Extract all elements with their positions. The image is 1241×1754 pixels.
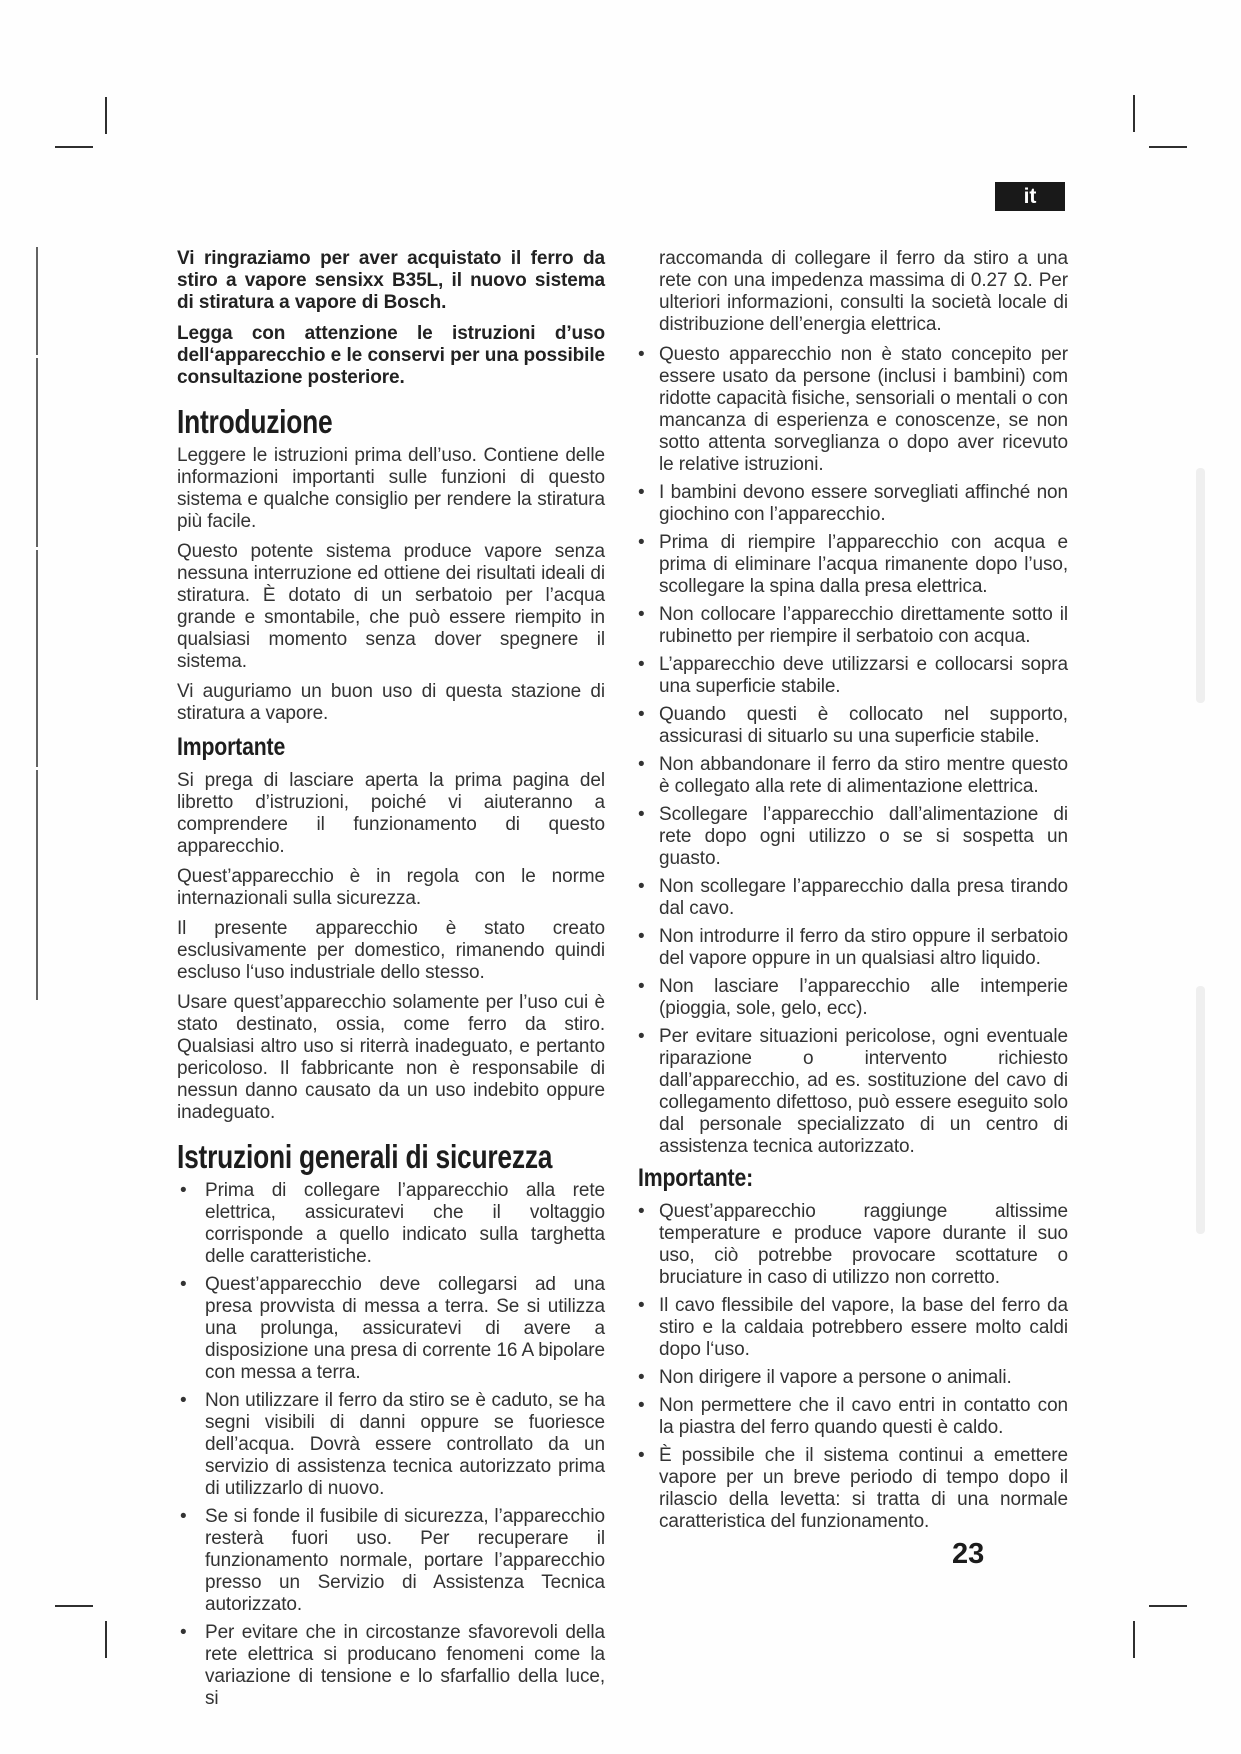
crop-mark-top-right-vertical-icon — [1133, 95, 1135, 132]
list-item: • Per evitare situazioni pericolose, ogni eventuale riparazione o intervento richiesto dall’apparecchio, ad es. sostituzione del cavo di collegamento difettoso, può essere eseguito solo dal personale specializzato di un centro di assistenza tecnica autorizzato. — [638, 1026, 1068, 1158]
scan-streak — [1196, 986, 1205, 1234]
list-item: • I bambini devono essere sorvegliati affinché non giochino con l’apparecchio. — [638, 482, 1068, 526]
list-item: • Prima di riempire l’apparecchio con acqua e prima di eliminare l’acqua rimanente dopo l’uso, scollegare la spina dalla presa elettrica. — [638, 532, 1068, 598]
list-item: • È possibile che il sistema continui a emettere vapore per un breve periodo di tempo dopo il rilascio della levetta: si tratta di una normale caratteristica del funzionamento. — [638, 1445, 1068, 1533]
crop-mark-bottom-left-vertical-icon — [105, 1621, 107, 1658]
paragraph: Questo potente sistema produce vapore senza nessuna interruzione ed ottiene dei risultati ideali di stiratura. È dotato di un serbatoio per l’acqua grande e smontabile, che può essere riempito in qualsiasi momento senza dover spegnere il sistema. — [177, 541, 605, 672]
scan-edge-line — [36, 247, 38, 1000]
list-item: • L’apparecchio deve utilizzarsi e collocarsi sopra una superficie stabile. — [638, 654, 1068, 698]
list-item: • Il cavo flessibile del vapore, la base del ferro da stiro e la caldaia potrebbero essere molto caldi dopo l‘uso. — [638, 1295, 1068, 1361]
list-item: • Non collocare l’apparecchio direttamente sotto il rubinetto per riempire il serbatoio con acqua. — [638, 604, 1068, 648]
section-heading-introduzione: Introduzione — [177, 403, 333, 440]
safety-bullet-list — [177, 1180, 605, 1710]
paragraph: Usare quest’apparecchio solamente per l’uso cui è stato destinato, ossia, come ferro da stiro. Qualsiasi altro uso si riterrà inadeguato, e pertanto pericoloso. Il fabbricante non è responsabile di nessun danno causato da un uso indebito oppure inadeguato. — [177, 992, 605, 1123]
paragraph: Quest’apparecchio è in regola con le norme internazionali sulla sicurezza. — [177, 866, 605, 909]
crop-mark-bottom-right-vertical-icon — [1133, 1621, 1135, 1658]
paragraph: Il presente apparecchio è stato creato esclusivamente per domestico, rimanendo quindi escluso l‘uso industriale dello stesso. — [177, 918, 605, 983]
list-item: • Scollegare l’apparecchio dall’alimentazione di rete dopo ogni utilizzo o se si sospetta un guasto. — [638, 804, 1068, 870]
right-column — [638, 248, 1068, 1539]
paragraph: Leggere le istruzioni prima dell’uso. Contiene delle informazioni importanti sulle funzioni di questo sistema e qualche consiglio per rendere la stiratura più facile. — [177, 445, 605, 532]
list-item: • Per evitare che in circostanze sfavorevoli della rete elettrica si producano fenomeni come la variazione di tensione e lo sfarfallio della luce, si — [177, 1622, 605, 1710]
list-item: • Non lasciare l’apparecchio alle intemperie (pioggia, sole, gelo, ecc). — [638, 976, 1068, 1020]
crop-mark-top-left-vertical-icon — [105, 97, 107, 134]
page-number: 23 — [952, 1538, 985, 1570]
list-item: • Non introdurre il ferro da stiro oppure il serbatoio del vapore oppure in un qualsiasi altro liquido. — [638, 926, 1068, 970]
crop-mark-bottom-right-horizontal-icon — [1149, 1605, 1187, 1607]
crop-mark-bottom-left-horizontal-icon — [55, 1605, 93, 1607]
crop-mark-top-left-horizontal-icon — [55, 146, 93, 148]
continuation-paragraph: raccomanda di collegare il ferro da stiro a una rete con una impedenza massima di 0.27 Ω. Per ulteriori informazioni, consulti la società locale di distribuzione dell’energia elettrica. — [659, 248, 1068, 335]
list-item: • Non scollegare l’apparecchio dalla presa tirando dal cavo. — [638, 876, 1068, 920]
language-badge: it — [995, 182, 1065, 211]
paragraph: Vi auguriamo un buon uso di questa stazione di stiratura a vapore. — [177, 681, 605, 724]
list-item: • Se si fonde il fusibile di sicurezza, l’apparecchio resterà fuori uso. Per recuperare il funzionamento normale, portare l’apparecchio presso un Servizio di Assistenza Tecnica autorizzato. — [177, 1506, 605, 1616]
safety-bullet-list — [638, 344, 1068, 1158]
list-item: • Quando questi è collocato nel supporto, assicurasi di situarlo su una superficie stabile. — [638, 704, 1068, 748]
list-item: • Quest’apparecchio deve collegarsi ad una presa provvista di messa a terra. Se si utilizza una prolunga, assicuratevi di avere a disposizione una presa di corrente 16 A bipolare con messa a terra. — [177, 1274, 605, 1384]
list-item: • Questo apparecchio non è stato concepito per essere usato da persone (inclusi i bambini) com ridotte capacità fisiche, sensoriali o mentali o con mancanza di esperienza e conoscenze, se non sotto attenta sorveglianza o dopo aver ricevuto le relative istruzioni. — [638, 344, 1068, 476]
list-item: • Non permettere che il cavo entri in contatto con la piastra del ferro quando questi è caldo. — [638, 1395, 1068, 1439]
intro-paragraph-bold: Vi ringraziamo per aver acquistato il ferro da stiro a vapore sensixx B35L, il nuovo sistema di stiratura a vapore di Bosch. — [177, 248, 605, 313]
list-item: • Quest’apparecchio raggiunge altissime temperature e produce vapore durante il suo uso, ciò potrebbe provocare scottature o bruciature in caso di utilizzo non corretto. — [638, 1201, 1068, 1289]
subheading-importante: Importante: — [638, 1164, 754, 1192]
scan-streak — [1196, 468, 1205, 703]
subheading-importante: Importante — [177, 733, 286, 761]
crop-mark-top-right-horizontal-icon — [1149, 146, 1187, 148]
list-item: • Prima di collegare l’apparecchio alla rete elettrica, assicuratevi che il voltaggio corrisponde a quello indicato sulla targhetta delle caratteristiche. — [177, 1180, 605, 1268]
paragraph: Si prega di lasciare aperta la prima pagina del libretto d’istruzioni, poiché vi aiuteranno a comprendere il funzionamento di questo apparecchio. — [177, 770, 605, 857]
intro-paragraph-bold: Legga con attenzione le istruzioni d’uso dell‘apparecchio e le conservi per una possibile consultazione posteriore. — [177, 323, 605, 388]
list-item: • Non dirigere il vapore a persone o animali. — [638, 1367, 1068, 1389]
list-item: • Non utilizzare il ferro da stiro se è caduto, se ha segni visibili di danni oppure se fuoriesce dell’acqua. Dovrà essere controllato da un servizio di assistenza tecnica autorizzato prima di utilizzarlo di nuovo. — [177, 1390, 605, 1500]
left-column — [177, 248, 605, 1716]
section-heading-sicurezza: Istruzioni generali di sicurezza — [177, 1138, 553, 1175]
importante-bullet-list — [638, 1201, 1068, 1533]
list-item: • Non abbandonare il ferro da stiro mentre questo è collegato alla rete di alimentazione elettrica. — [638, 754, 1068, 798]
